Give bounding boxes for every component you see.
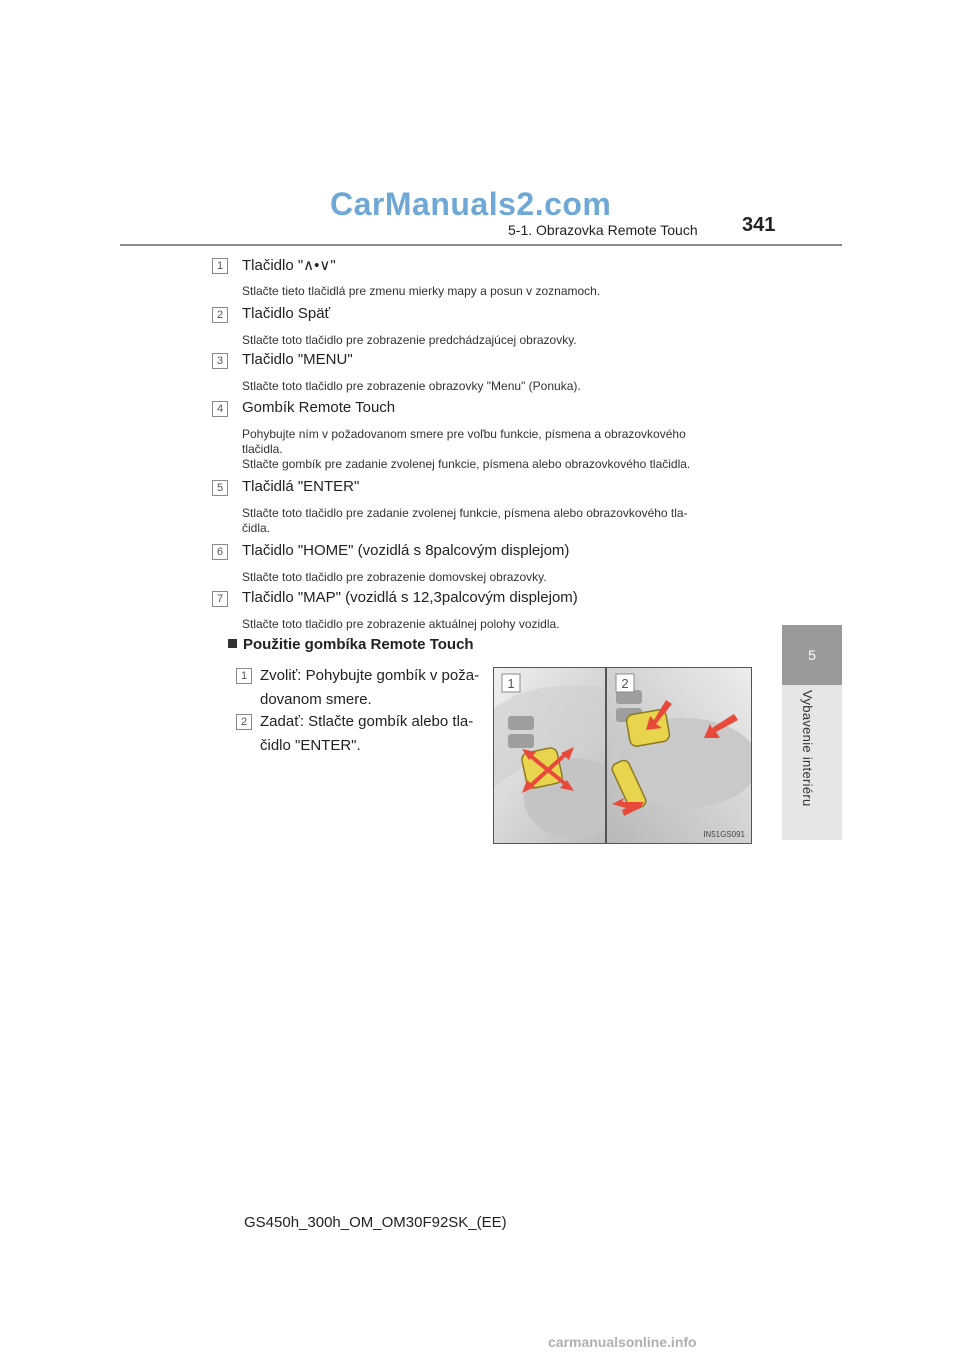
desc-line: Stlačte toto tlačidlo pre zobrazenie aktuálnej polohy vozidla. [242,617,560,631]
item-number: 4 [212,401,228,417]
desc-line: Stlačte toto tlačidlo pre zobrazenie obrazovky "Menu" (Ponuka). [242,379,581,393]
usage-line: Zadať: Stlačte gombík alebo tla- [260,713,474,730]
usage-line: dovanom smere. [260,691,372,708]
page-number: 341 [742,214,776,236]
item-title: Tlačidlá "ENTER" [242,478,360,495]
console-button-icon [508,716,534,730]
figure-label-left: 1 [507,676,515,691]
chapter-number: 5 [808,647,816,663]
desc-line: tlačidla. [242,442,283,456]
chapter-label: Vybavenie interiéru [800,690,815,807]
desc-line: Stlačte tieto tlačidlá pre zmenu mierky mapy a posun v zoznamoch. [242,284,601,298]
desc-line: Stlačte toto tlačidlo pre zobrazenie predchádzajúcej obrazovky. [242,333,577,347]
item-number: 2 [212,307,228,323]
desc-line: Stlačte toto tlačidlo pre zadanie zvolenej funkcie, písmena alebo obrazovkového tla- [242,506,688,520]
figure-divider [605,668,607,843]
watermark-top: CarManuals2.com [330,186,612,222]
remote-touch-illustration [494,668,751,843]
usage-number: 2 [236,714,252,730]
remote-touch-figure [493,667,752,844]
usage-text [260,664,490,712]
bullet-square-icon [228,639,237,648]
chapter-tab [782,625,842,685]
item-title: Gombík Remote Touch [242,399,396,416]
item-number: 5 [212,480,228,496]
figure-label-right: 2 [621,676,629,691]
desc-line: Stlačte toto tlačidlo pre zobrazenie domovskej obrazovky. [242,570,547,584]
footer-code: GS450h_300h_OM_OM30F92SK_(EE) [244,1214,507,1231]
usage-line: čidlo "ENTER". [260,737,361,754]
item-number: 1 [212,258,228,274]
item-title: Tlačidlo "∧•∨" [242,257,336,274]
usage-number: 1 [236,668,252,684]
item-description [242,333,752,348]
item-title: Tlačidlo Späť [242,305,331,322]
section-title: 5-1. Obrazovka Remote Touch [508,222,698,238]
item-number: 6 [212,544,228,560]
item-number: 7 [212,591,228,607]
item-title: Tlačidlo "MENU" [242,351,353,368]
header-rule [120,244,842,246]
item-description [242,379,752,394]
item-title: Tlačidlo "MAP" (vozidlá s 12,3palcovým displejom) [242,589,578,606]
item-title: Tlačidlo "HOME" (vozidlá s 8palcovým displejom) [242,542,570,559]
item-description [242,284,752,299]
item-description [242,617,752,632]
figure-code: IN51GS091 [703,830,745,839]
item-description [242,570,752,585]
item-number: 3 [212,353,228,369]
usage-line: Zvoliť: Pohybujte gombík v poža- [260,667,480,684]
desc-line: čidla. [242,521,271,535]
watermark-bottom: carmanualsonline.info [548,1334,697,1350]
item-description [242,506,752,536]
console-button-icon [508,734,534,748]
section-heading-text: Použitie gombíka Remote Touch [243,636,474,653]
usage-text [260,710,490,758]
desc-line: Stlačte gombík pre zadanie zvolenej funkcie, písmena alebo obrazovkového tlačidla. [242,457,691,471]
item-description [242,427,752,472]
section-heading [228,636,474,653]
desc-line: Pohybujte ním v požadovanom smere pre voľbu funkcie, písmena a obrazovkového [242,427,686,441]
